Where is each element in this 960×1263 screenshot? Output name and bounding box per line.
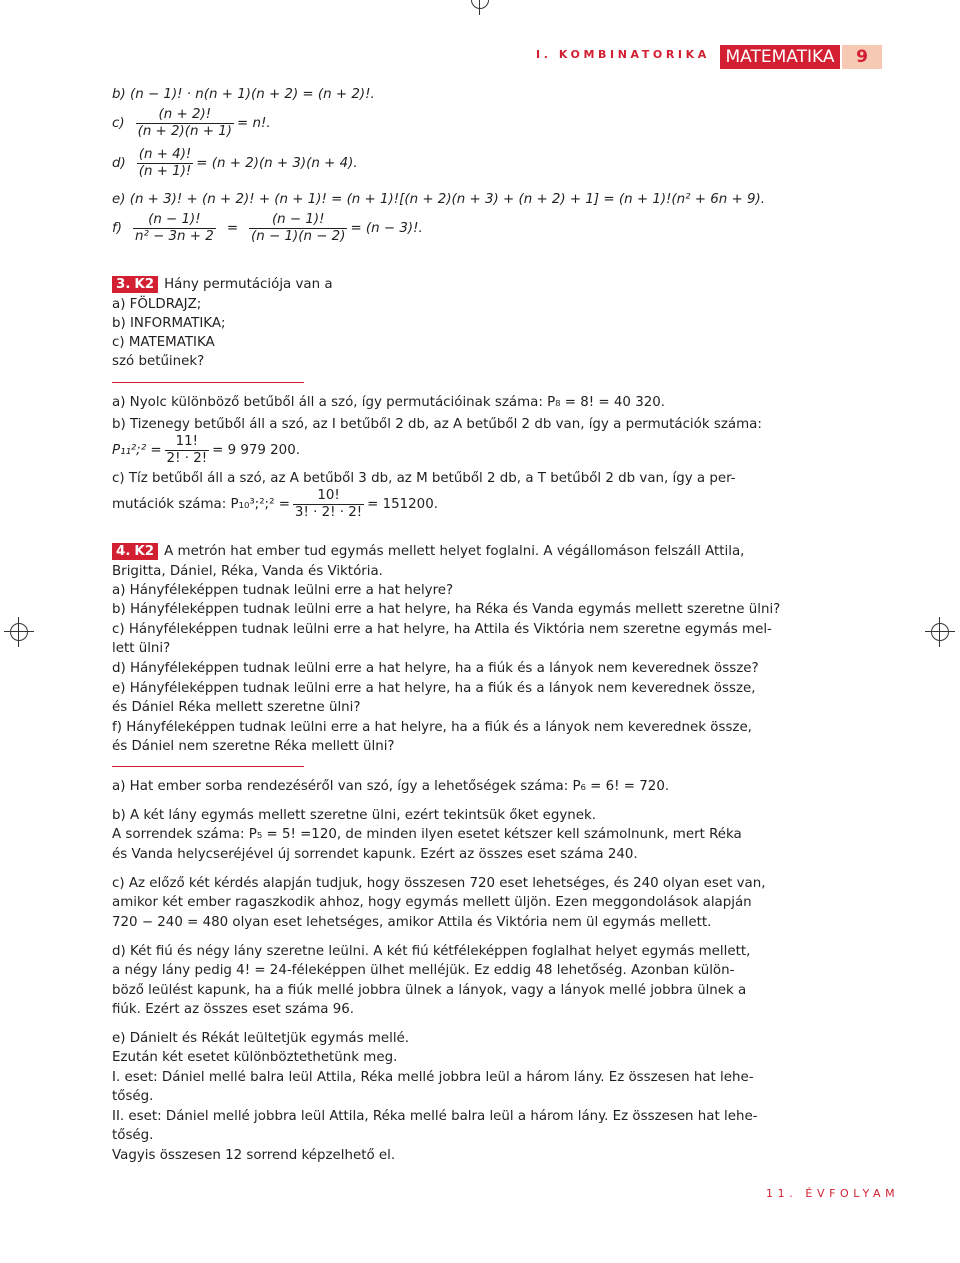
task4-qa: a) Hányféleképpen tudnak leülni erre a hat helyre? — [112, 583, 454, 598]
task4-solution-d2: a négy lány pedig 4! = 24-féleképpen ülhet melléjük. Ez eddig 48 lehetőség. Azonban külön- — [112, 963, 735, 978]
task4-q2: Brigitta, Dániel, Réka, Vanda és Viktória. — [112, 564, 383, 579]
intro-f: f) $\frac{(n - 1)!}{\text{n² − 3n + 2}}$ = $\frac{(n - 1)!}{(n - 1)(n - 2)}$ = (n − 3)!. — [112, 212, 423, 244]
task4-qe1: e) Hányféleképpen tudnak leülni erre a hat helyre, ha a fiúk és a lányok nem keverednek össze, — [112, 681, 756, 696]
task4-solution-b3: és Vanda helycseréjével új sorrendet kapunk. Ezért az összes eset száma 240. — [112, 847, 638, 862]
task3-solution-c: c) Tíz betűből áll a szó, az A betűből 3 db, az M betűből 2 db, a T betűből 2 db van, így a per- — [112, 471, 736, 486]
task-badge: 4. K2 — [112, 543, 158, 560]
registration-mark-left — [4, 617, 34, 647]
intro-e: e) (n + 3)! + (n + 2)! + (n + 1)! = (n + 1)![(n + 2)(n + 3) + (n + 2) + 1] = (n + 1)!(n² + 6n + 9). — [112, 192, 765, 207]
task4-qb: b) Hányféleképpen tudnak leülni erre a hat helyre, ha Réka és Vanda egymás mellett szeretne ülni? — [112, 602, 781, 617]
registration-mark-right — [925, 617, 955, 647]
page-number: 9 — [842, 45, 882, 69]
task4-solution-d3: böző leülést kapunk, ha a fiúk mellé jobbra ülnek a lányok, vagy a lányok mellé jobbra ülnek a — [112, 983, 747, 998]
task4-solution-e2: Ezután két esetet különböztethetünk meg. — [112, 1050, 398, 1065]
solution-divider — [112, 766, 304, 767]
task4-qd: d) Hányféleképpen tudnak leülni erre a hat helyre, ha a fiúk és a lányok nem keverednek össze? — [112, 661, 759, 676]
task4-solution-d4: fiúk. Ezért az összes eset száma 96. — [112, 1002, 355, 1017]
task4-qf1: f) Hányféleképpen tudnak leülni erre a hat helyre, ha a fiúk és a lányok nem keverednek össze, — [112, 720, 752, 735]
task4-solution-c1: c) Az előző két kérdés alapján tudjuk, hogy összesen 720 eset lehetséges, és 240 olyan eset van, — [112, 876, 766, 891]
task4-qc1: c) Hányféleképpen tudnak leülni erre a hat helyre, ha Attila és Viktória nem szeretne egymás mel- — [112, 622, 772, 637]
task3-solution-b: b) Tizenegy betűből áll a szó, az I betűből 2 db, az A betűből 2 db van, így a permutációk száma: — [112, 417, 762, 432]
task3-item-b: b) INFORMATIKA; — [112, 316, 226, 331]
solution-divider — [112, 382, 304, 383]
task4-qf2: és Dániel nem szeretne Réka mellett ülni? — [112, 739, 395, 754]
registration-mark-top — [465, 0, 495, 15]
task3-item-a: a) FÖLDRAJZ; — [112, 297, 202, 312]
task3-closing: szó betűinek? — [112, 354, 205, 369]
footer-grade: 11. ÉVFOLYAM — [766, 1187, 900, 1200]
task4-solution-a: a) Hat ember sorba rendezéséről van szó, így a lehetőségek száma: P₆ = 6! = 720. — [112, 779, 670, 794]
task4-solution-e5: II. eset: Dániel mellé jobbra leül Attila, Réka mellé balra leül a három lány. Ez összesen hat lehe- — [112, 1109, 758, 1124]
task3-heading: 3. K2 Hány permutációja van a — [112, 276, 333, 294]
task4-solution-b1: b) A két lány egymás mellett szeretne ülni, ezért tekintsük őket egynek. — [112, 808, 597, 823]
task3-solution-c-formula: mutációk száma: P₁₀³;²;² = $\frac{10!}{3! \cdot 2! \cdot 2!}$ = 151200. — [112, 488, 438, 520]
task3-item-c: c) MATEMATIKA — [112, 335, 215, 350]
task4-qc2: lett ülni? — [112, 641, 171, 656]
subject-box: MATEMATIKA — [720, 45, 840, 69]
task4-solution-e6: tőség. — [112, 1128, 154, 1143]
task3-solution-a: a) Nyolc különböző betűből áll a szó, így permutációinak száma: P₈ = 8! = 40 320. — [112, 395, 666, 410]
task4-solution-c2: amikor két ember ragaszkodik ahhoz, hogy egymás mellett üljön. Ezen meggondolások alapján — [112, 895, 752, 910]
intro-d: d) $\frac{(n + 4)!}{(n + 1)!}$ = (n + 2)(n + 3)(n + 4). — [112, 147, 358, 179]
task4-heading: 4. K2 A metrón hat ember tud egymás mellett helyet foglalni. A végállomáson felszáll Attila, — [112, 543, 744, 561]
task4-solution-e3: I. eset: Dániel mellé balra leül Attila, Réka mellé jobbra leül a három lány. Ez összesen hat lehe- — [112, 1070, 754, 1085]
intro-b: b) (n − 1)! · n(n + 1)(n + 2) = (n + 2)!. — [112, 87, 375, 102]
task4-solution-e1: e) Dánielt és Rékát leültetjük egymás mellé. — [112, 1031, 410, 1046]
task-badge: 3. K2 — [112, 276, 158, 293]
intro-c: c) $\frac{(n + 2)!}{(n + 2)(n + 1)}$ = n!. — [112, 107, 271, 139]
task4-solution-c3: 720 − 240 = 480 olyan eset lehetséges, amikor Attila és Viktória nem ül egymás mellett. — [112, 915, 712, 930]
task4-solution-d1: d) Két fiú és négy lány szeretne leülni. A két fiú kétféleképpen foglalhat helyet egymás mellett, — [112, 944, 751, 959]
task4-solution-e7: Vagyis összesen 12 sorrend képzelhető el. — [112, 1148, 396, 1163]
chapter-title: I. KOMBINATORIKA — [536, 48, 710, 61]
task4-solution-e4: tőség. — [112, 1089, 154, 1104]
task4-solution-b2: A sorrendek száma: P₅ = 5! =120, de minden ilyen esetet kétszer kell számolnunk, mert Réka — [112, 827, 742, 842]
task4-qe2: és Dániel Réka mellett szeretne ülni? — [112, 700, 361, 715]
task3-solution-b-formula: P₁₁²;² = $\frac{11!}{2! \cdot 2!}$ = 9 979 200. — [112, 434, 300, 466]
